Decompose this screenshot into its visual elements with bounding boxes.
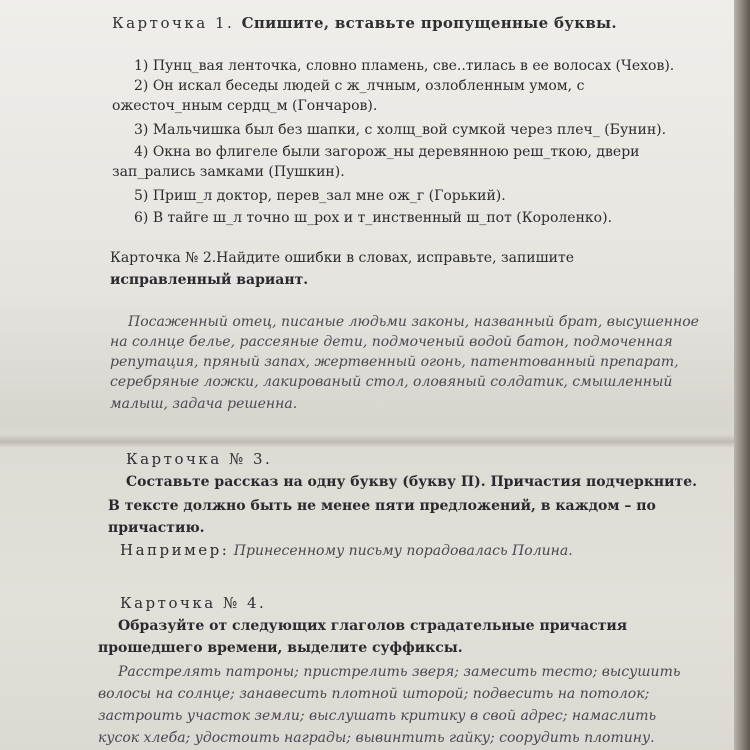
- card1-line-6: зап_рались замками (Пушкин).: [112, 164, 345, 180]
- card2-line-3: репутация, пряный запах, жертвенный огонь, патентованный препарат,: [110, 354, 679, 370]
- card4-line-1: Расстрелять патроны; пристрелить зверя; замесить тесто; высушить: [118, 664, 681, 680]
- paper-fold: [0, 434, 750, 448]
- card4-line-2: волосы на солнце; занавесить плотной шторой; подвесить на потолок;: [98, 686, 650, 702]
- card1-label: Карточка 1.: [112, 14, 235, 32]
- card2-title-line-1: Карточка № 2.Найдите ошибки в словах, исправьте, запишите: [110, 250, 575, 266]
- card1-line-3: ожесточ_нным сердц_м (Гончаров).: [112, 98, 378, 114]
- card1-heading: [112, 14, 617, 32]
- card2-line-2: на солнце белье, рассеяные дети, подмоченый водой батон, подмоченная: [110, 334, 673, 350]
- card4-line-3: застроить участок земли; выслушать критику в свой адрес; намаслить: [98, 708, 657, 724]
- card1-line-5: 4) Окна во флигеле были загорож_ны деревянною реш_ткою, двери: [134, 144, 640, 160]
- card3-line-1: Составьте рассказ на одну букву (букву П). Причастия подчеркните.: [126, 474, 698, 490]
- card2-line-5: малыш, задача решенна.: [110, 396, 298, 412]
- paper-shadow-edge: [734, 0, 750, 750]
- card3-line-3: причастию.: [108, 520, 205, 536]
- card1-line-1: 1) Пунц_вая ленточка, словно пламень, све..тилась в ее волосах (Чехов).: [134, 58, 675, 74]
- card2-line-1: Посаженный отец, писаные людьми законы, названный брат, высушенное: [128, 314, 699, 330]
- card4-task-line-1: Образуйте от следующих глаголов страдательные причастия: [118, 618, 628, 634]
- card1-task: Спишите, вставьте пропущенные буквы.: [241, 14, 617, 32]
- card4-task-line-2: прошедшего времени, выделите суффиксы.: [98, 640, 463, 656]
- card3-example-text: Принесенному письму порадовалась Полина.: [233, 543, 573, 559]
- card1-line-4: 3) Мальчишка был без шапки, с холщ_вой сумкой через плеч_ (Бунин).: [134, 122, 667, 138]
- card2-line-4: серебряные ложки, лакированый стол, оловяный солдатик, смышленный: [110, 374, 673, 390]
- card3-example: [120, 541, 573, 559]
- card2-title-line-2: исправленный вариант.: [110, 272, 309, 288]
- card1-line-7: 5) Приш_л доктор, перев_зал мне ож_г (Горький).: [134, 188, 506, 204]
- card3-line-2: В тексте должно быть не менее пяти предложений, в каждом – по: [108, 498, 656, 514]
- card4-label: Карточка № 4.: [120, 594, 267, 612]
- card4-line-4: кусок хлеба; удостоить награды; вывинтить гайку; соорудить плотину.: [98, 730, 655, 746]
- card3-label: Карточка № 3.: [126, 450, 273, 468]
- card1-line-8: 6) В тайге ш_л точно ш_рох и т_инственный ш_пот (Короленко).: [134, 210, 613, 226]
- card1-line-2: 2) Он искал беседы людей с ж_лчным, озлобленным умом, с: [134, 78, 585, 94]
- card3-example-label: Например:: [120, 541, 230, 559]
